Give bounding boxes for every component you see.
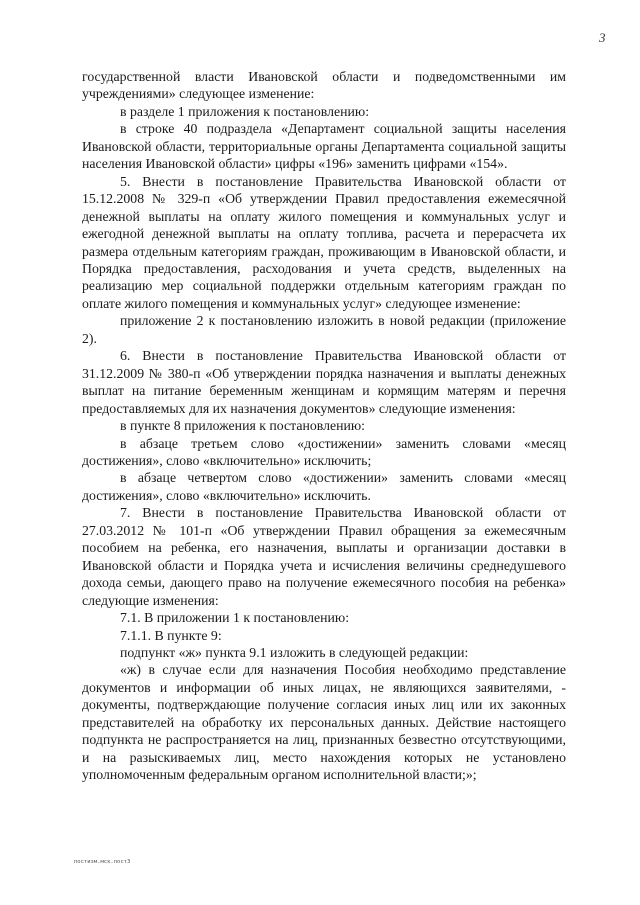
paragraph: 7.1.1. В пункте 9: (120, 627, 222, 643)
paragraph: в пункте 8 приложения к постановлению: (120, 418, 365, 434)
paragraph: подпункт «ж» пункта 9.1 изложить в следующей редакции: (120, 644, 469, 660)
paragraph: «ж) в случае если для назначения Пособия необходимо представление документов и информации об иных лицах, не являющихся заявителями, - документы, подтверждающие получение согласия иных лиц или их законных представителей на обработку их персональных данных. Действие настоящего подпункта не распространяется на лиц, признанных безвестно отсутствующими, и на разыскиваемых лиц, место нахождения которых не установлено уполномоченным федеральным органом исполнительной власти;»; (82, 662, 566, 783)
paragraph: в разделе 1 приложения к постановлению: (120, 103, 370, 119)
paragraph: приложение 2 к постановлению изложить в новой редакции (приложение 2). (82, 313, 566, 346)
footer-file-code: постизм.мск.пост3 (74, 859, 131, 865)
document-body (82, 68, 566, 784)
paragraph: в абзаце третьем слово «достижении» заменить словами «месяц достижения», слово «включительно» исключить; (82, 435, 566, 468)
paragraph: в строке 40 подраздела «Департамент социальной защиты населения Ивановской области, территориальные органы Департамента социальной защиты населения Ивановской области» цифры «196» заменить цифрами «154». (82, 121, 566, 172)
paragraph: 7.1. В приложении 1 к постановлению: (120, 610, 350, 626)
paragraph: 5. Внести в постановление Правительства Ивановской области от 15.12.2008 № 329-п «Об утверждении Правил предоставления ежемесячной денежной выплаты на оплату жилого помещения и коммунальных услуг и ежегодной денежной выплаты на оплату топлива, расчета и перерасчета их размера отдельным категориям граждан, проживающим в Ивановской области, и Порядка предоставления, расходования и учета средств, выделенных на реализацию мер социальной поддержки отдельным категориям граждан по оплате жилого помещения и коммунальных услуг» следующее изменение: (82, 173, 566, 311)
paragraph: в абзаце четвертом слово «достижении» заменить словами «месяц достижения», слово «включительно» исключить. (82, 470, 566, 503)
paragraph: 6. Внести в постановление Правительства Ивановской области от 31.12.2009 № 380-п «Об утверждении порядка назначения и выплаты денежных выплат на питание беременным женщинам и кормящим матерям и перечня предоставляемых для их назначения документов» следующие изменения: (82, 348, 566, 416)
page-number: 3 (599, 30, 606, 45)
paragraph: государственной власти Ивановской области и подведомственными им учреждениями» следующее изменение: (82, 69, 566, 102)
paragraph: 7. Внести в постановление Правительства Ивановской области от 27.03.2012 № 101-п «Об утверждении Правил обращения за ежемесячным пособием на ребенка, его назначения, выплаты и организации доставки в Ивановской области и Порядка учета и исчисления величины среднедушевого дохода семьи, дающего право на получение ежемесячного пособия на ребенка» следующие изменения: (82, 505, 566, 608)
